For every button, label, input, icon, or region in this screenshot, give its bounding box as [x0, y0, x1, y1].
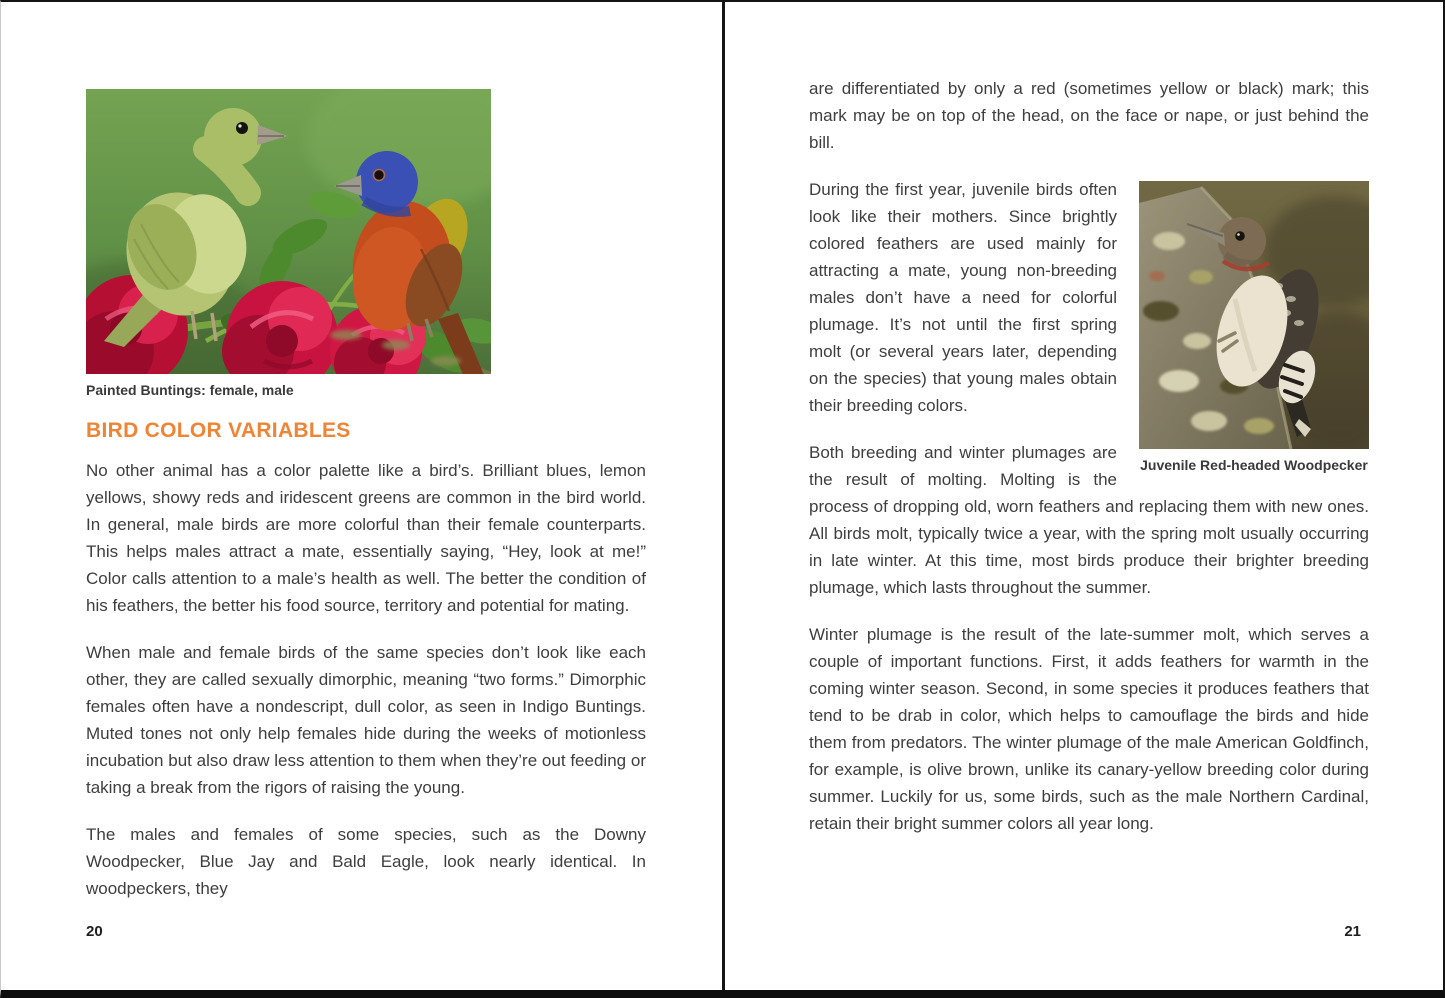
- painted-buntings-caption: Painted Buntings: female, male: [86, 382, 294, 398]
- paragraph: When male and female birds of the same species don’t look like each other, they are called sexually dimorphic, meaning “two forms.” Dimorphic females often have a nondescript, dull color, as seen in Indigo Buntings. Muted tones not only help females hide during the weeks of motionless incubation but also draw less attention to them when they’re out feeding or taking a break from the rigors of raising the young.: [86, 643, 646, 797]
- paragraph: The males and females of some species, such as the Downy Woodpecker, Blue Jay and Bald Eagle, look nearly identical. In woodpeckers, they: [86, 825, 646, 898]
- left-page-body: [86, 457, 646, 902]
- right-page-body: [809, 2, 1369, 837]
- paragraph: are differentiated by only a red (sometimes yellow or black) mark; this mark may be on top of the head, on the face or nape, or just behind the bill.: [809, 79, 1369, 152]
- page-number-left: 20: [86, 923, 103, 940]
- page-number-right: 21: [1344, 923, 1361, 940]
- woodpecker-figure: [1139, 181, 1369, 474]
- page-gutter-divider: [722, 2, 725, 990]
- paragraph: No other animal has a color palette like a bird’s. Brilliant blues, lemon yellows, showy reds and iridescent greens are common in the bird world. In general, male birds are more colorful than their female counterparts. This helps males attract a mate, essentially saying, “Hey, look at me!” Color calls attention to a male’s health as well. The better the condition of his feathers, the better his food source, territory and potential for mating.: [86, 461, 646, 615]
- woodpecker-image: [1139, 181, 1369, 449]
- page-right: [809, 2, 1369, 990]
- paragraph: Both breeding and winter plumages are the result of molting. Molting is the process of dropping old, worn feathers and replacing them with new ones. All birds molt, typically twice a year, with the spring molt usually occurring in late winter. At this time, most birds produce their brighter breeding plumage, which lasts throughout the summer.: [809, 443, 1369, 597]
- painted-buntings-image: [86, 89, 491, 374]
- section-heading: BIRD COLOR VARIABLES: [86, 419, 351, 442]
- painted-buntings-figure: [86, 89, 646, 399]
- page-left: [86, 2, 646, 990]
- paragraph: Winter plumage is the result of the late-summer molt, which serves a couple of important functions. First, it adds feathers for warmth in the coming winter season. Second, in some species it produces feathers that tend to be drab in color, which helps to camouflage the birds and hide them from predators. The winter plumage of the male American Goldfinch, for example, is olive brown, unlike its canary-yellow breeding color during summer. Luckily for us, some birds, such as the male Northern Cardinal, retain their bright summer colors all year long.: [809, 625, 1369, 833]
- paragraph: During the first year, juvenile birds often look like their mothers. Since brightly colored feathers are used mainly for attracting a mate, young non-breeding males don’t have a need for colorful plumage. It’s not until the first spring molt (or several years later, depending on the species) that young males obtain their breeding colors.: [809, 180, 1117, 415]
- woodpecker-caption: Juvenile Red-headed Woodpecker: [1140, 457, 1368, 473]
